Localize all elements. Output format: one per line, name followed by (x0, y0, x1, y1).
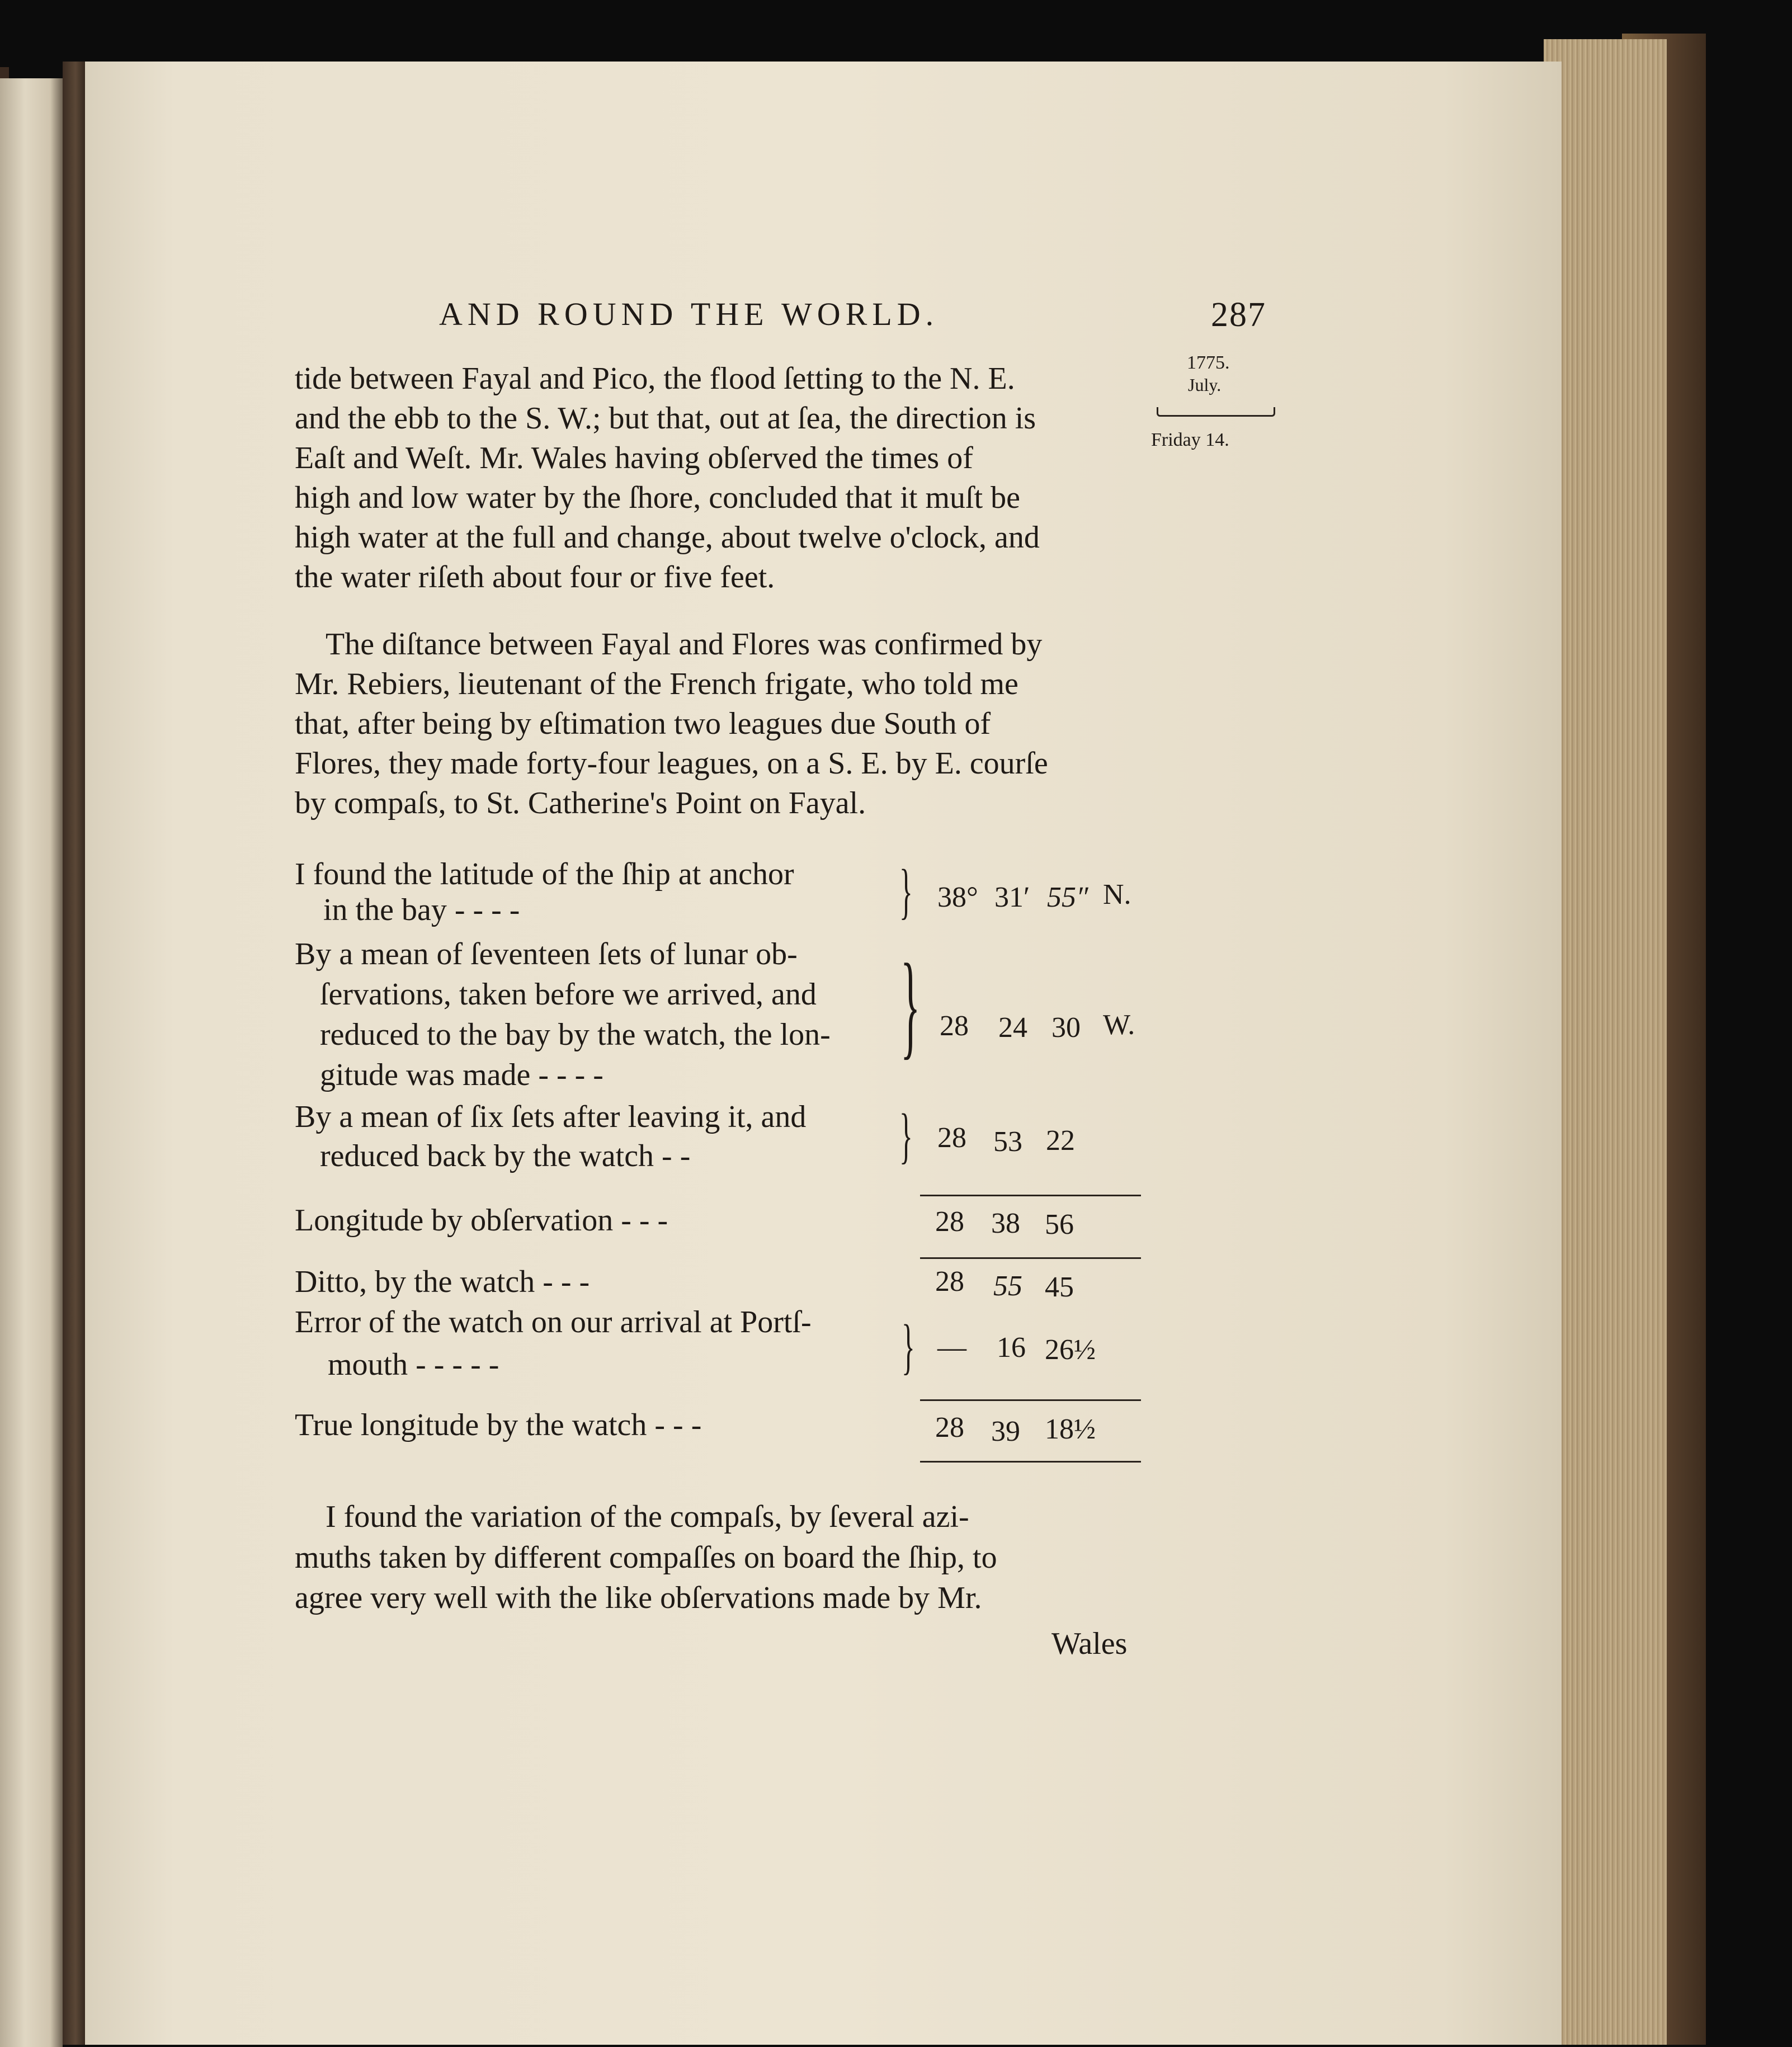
six-sets-brace: } (899, 1101, 913, 1169)
by-observation-seconds: 56 (1045, 1209, 1074, 1241)
sum-rule-1 (920, 1195, 1141, 1196)
sum-rule-4 (920, 1461, 1141, 1463)
left-page-edge (0, 78, 63, 2047)
margin-brace (1157, 407, 1275, 417)
six-sets-line-1: By a mean of ſix ſets after leaving it, and (295, 1100, 807, 1134)
by-watch-degrees: 28 (935, 1266, 964, 1298)
six-sets-minutes: 53 (993, 1126, 1022, 1158)
p1-line-5: high water at the full and change, about twelve o'clock, and (295, 520, 1040, 555)
latitude-degrees: 38° (937, 881, 978, 913)
catchword: Wales (1051, 1626, 1128, 1661)
error-seconds: 26½ (1045, 1334, 1096, 1366)
by-watch-seconds: 45 (1045, 1271, 1074, 1303)
p2-line-5: by compaſs, to St. Catherine's Point on Fayal. (295, 786, 866, 820)
by-observation-minutes: 38 (991, 1208, 1020, 1239)
latitude-line-1: I found the latitude of the ſhip at anchor (295, 857, 794, 892)
error-line-1: Error of the watch on our arrival at Portſ- (295, 1305, 812, 1339)
latitude-line-2: in the bay - - - - (323, 893, 520, 927)
latitude-direction: N. (1103, 879, 1131, 911)
p2-line-4: Flores, they made forty-four leagues, on a S. E. by E. courſe (295, 746, 1048, 781)
p1-line-6: the water riſeth about four or five feet. (295, 560, 775, 595)
margin-month: July. (1188, 375, 1222, 395)
p2-line-3: that, after being by eſtimation two leagues due South of (295, 706, 991, 741)
p1-line-2: and the ebb to the S. W.; but that, out at ſea, the direction is (295, 401, 1036, 436)
margin-year: 1775. (1187, 352, 1230, 373)
by-observation-degrees: 28 (935, 1206, 964, 1238)
latitude-minutes: 31′ (994, 881, 1030, 913)
lunar-seconds: 30 (1051, 1012, 1081, 1044)
margin-day: Friday 14. (1151, 430, 1229, 450)
latitude-brace: } (899, 857, 913, 925)
lunar-line-2: ſervations, taken before we arrived, and (320, 977, 817, 1012)
six-sets-line-2: reduced back by the watch - - (320, 1139, 691, 1173)
error-minutes: 16 (997, 1332, 1026, 1364)
p1-line-4: high and low water by the ſhore, concluded that it muſt be (295, 480, 1020, 515)
p1-line-3: Eaſt and Weſt. Mr. Wales having obſerved the times of (295, 441, 973, 475)
lunar-direction: W. (1103, 1009, 1135, 1041)
running-header: AND ROUND THE WORLD. (439, 296, 939, 332)
p2-line-1: The diſtance between Fayal and Flores was confirmed by (326, 627, 1043, 662)
latitude-seconds: 55″ (1047, 881, 1088, 913)
true-longitude-seconds: 18½ (1045, 1413, 1096, 1445)
lunar-brace: } (900, 940, 921, 1070)
true-longitude-minutes: 39 (991, 1416, 1020, 1447)
sum-rule-2 (920, 1257, 1141, 1259)
lunar-line-4: gitude was made - - - - (320, 1058, 603, 1092)
by-observation-label: Longitude by obſervation - - - (295, 1203, 668, 1238)
by-watch-label: Ditto, by the watch - - - (295, 1265, 590, 1299)
true-longitude-label: True longitude by the watch - - - (295, 1408, 702, 1442)
p3-line-3: agree very well with the like obſervations made by Mr. (295, 1581, 982, 1615)
sum-rule-3 (920, 1399, 1141, 1401)
p3-line-2: muths taken by different compaſſes on board the ſhip, to (295, 1540, 997, 1575)
error-line-2: mouth - - - - - (328, 1347, 499, 1382)
p3-line-1: I found the variation of the compaſs, by ſeveral azi- (326, 1499, 969, 1534)
p1-line-1: tide between Fayal and Pico, the flood ſetting to the N. E. (295, 361, 1015, 396)
page-block-edge (1544, 39, 1667, 2045)
lunar-line-1: By a mean of ſeventeen ſets of lunar ob- (295, 937, 798, 971)
six-sets-seconds: 22 (1046, 1125, 1075, 1157)
error-dash: — (937, 1332, 966, 1364)
lunar-degrees: 28 (940, 1010, 969, 1042)
error-brace: } (902, 1312, 915, 1380)
six-sets-degrees: 28 (937, 1122, 966, 1154)
p2-line-2: Mr. Rebiers, lieutenant of the French frigate, who told me (295, 667, 1018, 701)
true-longitude-degrees: 28 (935, 1412, 964, 1444)
lunar-minutes: 24 (998, 1012, 1027, 1044)
lunar-line-3: reduced to the bay by the watch, the lon- (320, 1017, 831, 1052)
page-number: 287 (1211, 296, 1266, 334)
by-watch-minutes: 55 (993, 1270, 1022, 1302)
